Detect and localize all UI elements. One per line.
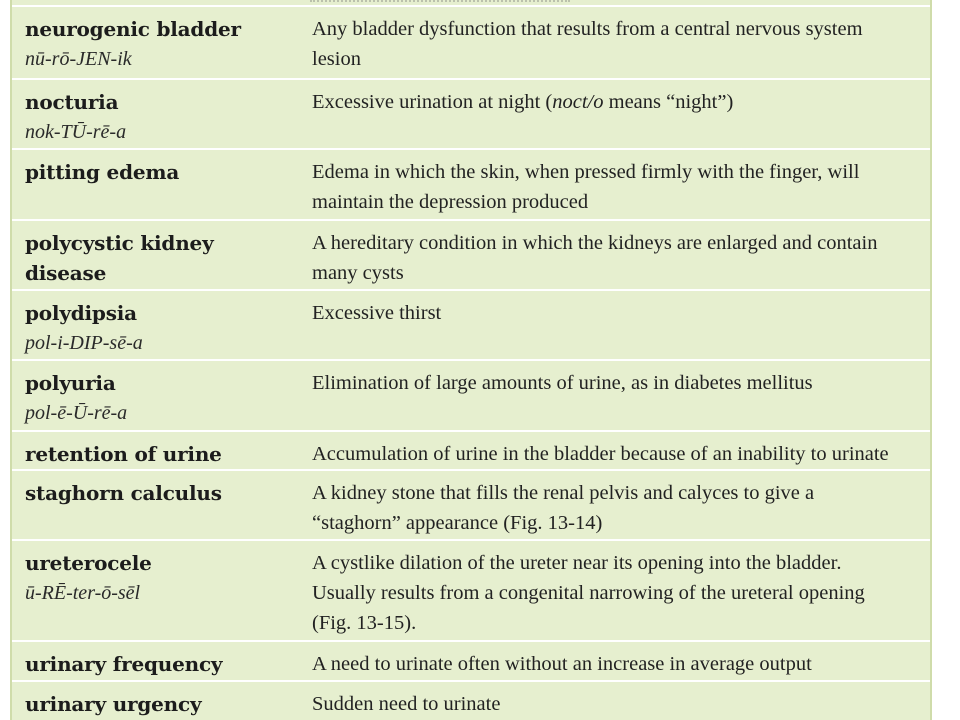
definition-cell <box>312 432 930 469</box>
term-cell <box>12 221 312 289</box>
term-cell <box>12 361 312 430</box>
term-pronunciation: nū-rō-JEN-ik <box>25 48 132 70</box>
term-name: pitting edema <box>25 160 180 184</box>
term-name: nocturia <box>25 90 119 114</box>
term-cell <box>12 471 312 539</box>
table-row <box>12 80 930 150</box>
table-row <box>12 471 930 541</box>
term-name: ureterocele <box>25 551 152 575</box>
table-row <box>12 150 930 221</box>
term-pronunciation: ū-RĒ-ter-ō-sēl <box>25 582 141 604</box>
term-name: staghorn calculus <box>25 481 222 505</box>
table-row <box>12 432 930 471</box>
definition-text: Accumulation of urine in the bladder because of an inability to urinate <box>312 443 889 465</box>
definition-cell <box>312 291 930 359</box>
term-pronunciation: pol-ē-Ū-rē-a <box>25 402 128 424</box>
term-cell <box>12 432 312 469</box>
term-name: retention of urine <box>25 442 222 466</box>
definition-cell <box>312 7 930 78</box>
definition-cell <box>312 471 930 539</box>
definition-text: Edema in which the skin, when pressed firmly with the finger, will maintain the depression produced <box>312 161 860 213</box>
term-name: neurogenic bladder <box>25 17 241 41</box>
table-row <box>12 361 930 432</box>
term-cell <box>12 291 312 359</box>
term-pronunciation: pol-i-DIP-sē-a <box>25 332 143 354</box>
term-cell <box>12 541 312 640</box>
term-pronunciation: nok-TŪ-rē-a <box>25 121 127 143</box>
definition-text: Elimination of large amounts of urine, as in diabetes mellitus <box>312 372 813 394</box>
definition-text: A need to urinate often without an increase in average output <box>312 653 812 675</box>
definition-text: Any bladder dysfunction that results from a central nervous system lesion <box>312 18 863 70</box>
definition-text: Excessive thirst <box>312 302 442 324</box>
definition-cell <box>312 642 930 680</box>
definition-text: A hereditary condition in which the kidneys are enlarged and contain many cysts <box>312 232 878 284</box>
definition-text-part: Excessive urination at night ( <box>312 91 553 113</box>
definition-cell <box>312 541 930 640</box>
definition-text-part: means “night”) <box>603 91 734 113</box>
table-row <box>12 682 930 720</box>
table-row <box>12 291 930 361</box>
definition-cell <box>312 221 930 289</box>
table-row <box>12 541 930 642</box>
term-cell <box>12 642 312 680</box>
table-row <box>12 642 930 682</box>
definition-cell <box>312 150 930 219</box>
term-name: urinary urgency <box>25 692 202 716</box>
definition-cell <box>312 361 930 430</box>
term-cell <box>12 7 312 78</box>
term-name: urinary frequency <box>25 652 223 676</box>
definition-cell <box>312 80 930 148</box>
cut-off-text-fragment <box>310 0 570 2</box>
definition-text: A cystlike dilation of the ureter near its opening into the bladder. Usually results from a congenital narrowing of the ureteral opening (Fig. 13-15). <box>312 552 865 634</box>
definition-text <box>312 87 930 117</box>
term-name: polyuria <box>25 371 116 395</box>
term-name: polydipsia <box>25 301 137 325</box>
term-cell <box>12 80 312 148</box>
definition-cell <box>312 682 930 720</box>
definition-text: A kidney stone that fills the renal pelvis and calyces to give a “staghorn” appearance (Fig. 13-14) <box>312 482 815 534</box>
term-cell <box>12 150 312 219</box>
definition-italic-term: noct/o <box>552 91 604 113</box>
table-row <box>12 221 930 291</box>
table-row <box>12 7 930 80</box>
cut-off-previous-row <box>12 0 930 7</box>
term-name: polycystic kidney disease <box>25 231 214 285</box>
term-cell <box>12 682 312 720</box>
glossary-table <box>10 0 932 720</box>
definition-text: Sudden need to urinate <box>312 693 501 715</box>
